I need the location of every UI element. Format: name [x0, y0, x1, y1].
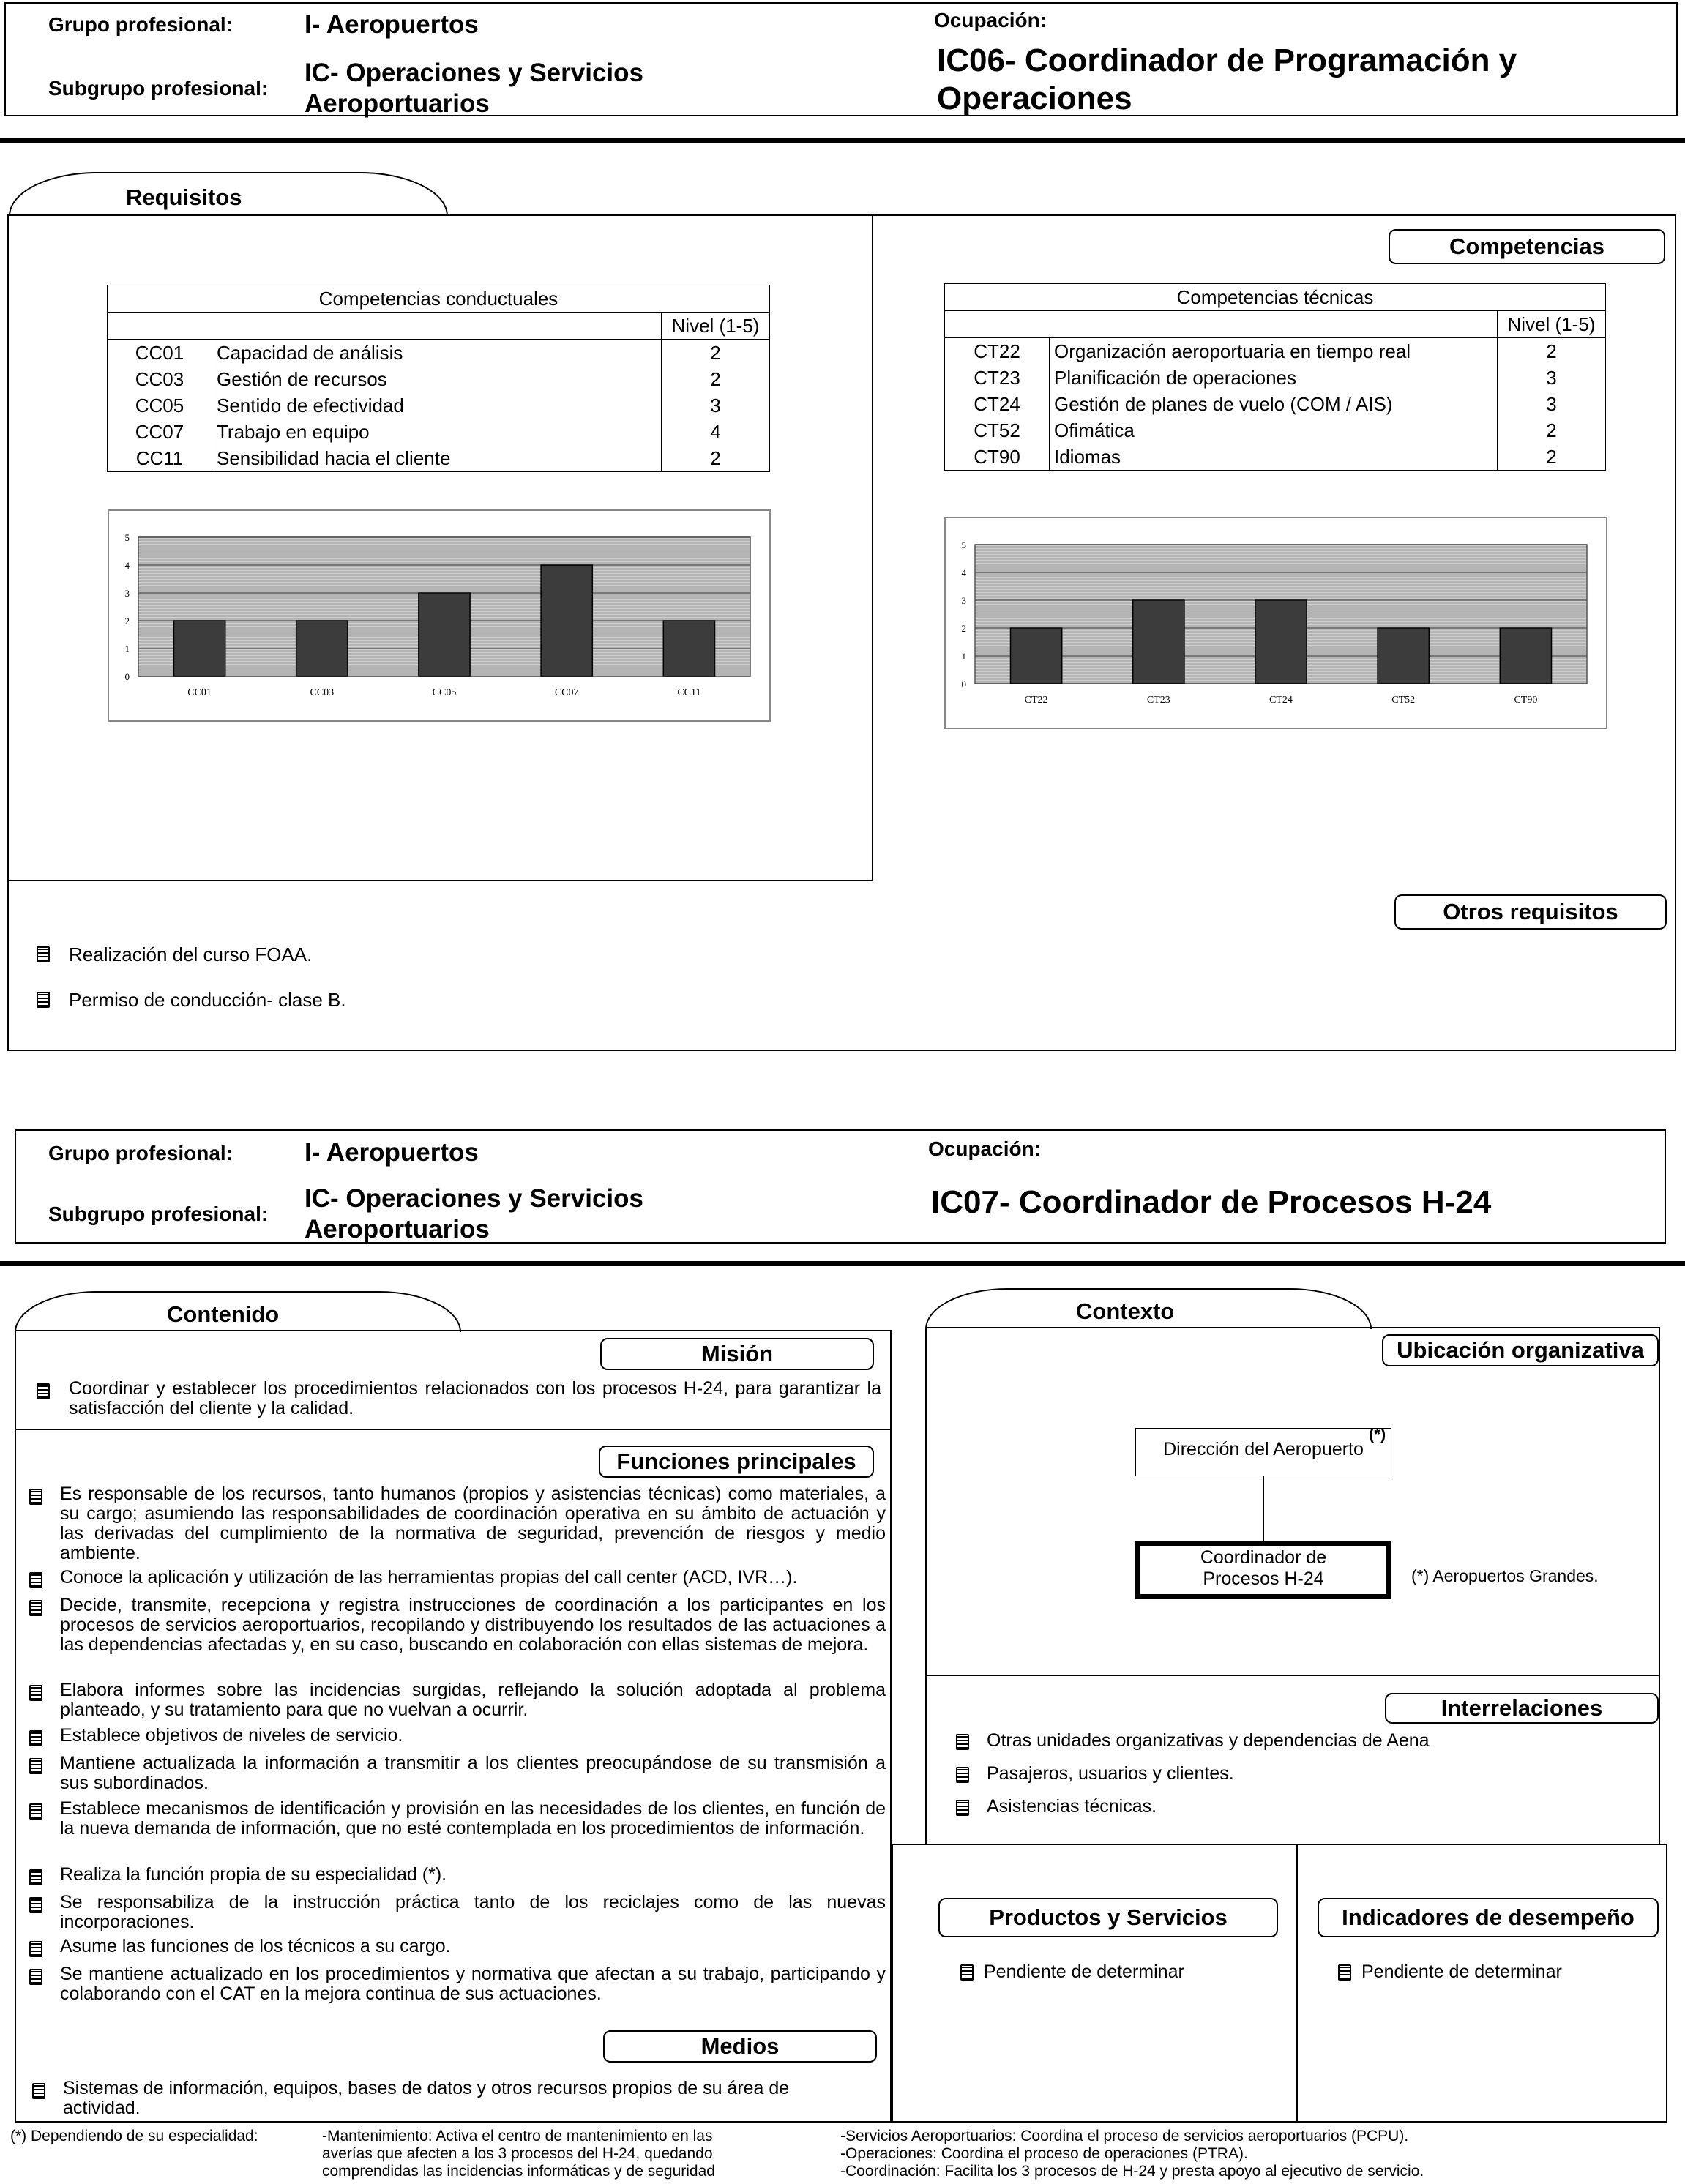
cc-name: Sensibilidad hacia el cliente: [212, 445, 662, 472]
footnote-col2-2: -Operaciones: Coordina el proceso de operaciones (PTRA).: [840, 2145, 1248, 2162]
cc-level: 2: [662, 340, 770, 367]
interrelacion-item: Asistencias técnicas.: [987, 1796, 1157, 1817]
table-row: [108, 340, 770, 367]
ct-name: Organización aeroportuaria en tiempo real: [1050, 338, 1498, 365]
subgrupo-label: Subgrupo profesional:: [48, 1203, 269, 1225]
divider: [0, 138, 1685, 143]
bar: [1378, 628, 1429, 684]
requisitos-title: Requisitos: [126, 184, 242, 210]
org-bottom-text-2: Procesos H-24: [1203, 1568, 1324, 1589]
table-row: [945, 444, 1606, 471]
y-tick-label: 2: [124, 616, 130, 627]
ct-name: Gestión de planes de vuelo (COM / AIS): [1050, 391, 1498, 417]
ct-level: 3: [1498, 364, 1606, 391]
bar: [1133, 600, 1184, 684]
ocupacion-value-2: Operaciones: [937, 81, 1132, 116]
bullet-icon: [29, 1969, 42, 1985]
cc-code: CC07: [108, 419, 212, 445]
y-tick-label: 5: [961, 539, 966, 550]
cc-code: CC01: [108, 340, 212, 367]
funcion-item: Conoce la aplicación y utilización de las herramientas propias del call center (ACD, IVR…).: [60, 1567, 798, 1587]
cc-level: 4: [662, 419, 770, 445]
bullet-icon: [29, 1685, 42, 1701]
y-tick-label: 4: [961, 567, 966, 578]
cc-name: Sentido de efectividad: [212, 392, 662, 419]
funcion-item: Se responsabiliza de la instrucción práctica tanto de los reciclajes como de las nuevas incorporaciones.: [60, 1892, 886, 1932]
footnote-col2-1: -Servicios Aeroportuarios: Coordina el proceso de servicios aeroportuarios (PCPU).: [840, 2128, 1409, 2144]
x-tick-label: CT90: [1514, 695, 1538, 706]
funcion-item: Asume las funciones de los técnicos a su cargo.: [60, 1936, 451, 1956]
y-tick-label: 3: [961, 595, 966, 606]
cc-name: Capacidad de análisis: [212, 340, 662, 367]
table-row: [108, 392, 770, 419]
org-connector: [1263, 1476, 1264, 1542]
cc-level: 2: [662, 445, 770, 472]
org-note: (*) Aeropuertos Grandes.: [1411, 1566, 1599, 1585]
bullet-icon: [29, 1758, 42, 1774]
conductuales-chart: [108, 509, 771, 722]
y-tick-label: 0: [124, 671, 130, 682]
nivel-header: Nivel (1-5): [1498, 311, 1606, 338]
y-tick-label: 5: [124, 532, 130, 543]
table-row: [945, 338, 1606, 365]
contexto-title: Contexto: [1076, 1298, 1175, 1324]
org-top-text: Dirección del Aeropuerto: [1163, 1439, 1364, 1459]
cc-name: Trabajo en equipo: [212, 419, 662, 445]
ct-code: CT90: [945, 444, 1050, 471]
ct-level: 2: [1498, 417, 1606, 444]
footnote-col1-3: comprendidas las incidencias informáticas y de seguridad: [322, 2163, 715, 2180]
interrelaciones-label: Interrelaciones: [1385, 1693, 1659, 1724]
bullet-icon: [29, 1897, 42, 1913]
x-tick-label: CT22: [1024, 695, 1048, 706]
conductuales-table: [107, 285, 770, 472]
subgrupo-value-1: IC- Operaciones y Servicios: [305, 59, 643, 87]
indicadores-panel: [1296, 1844, 1667, 2123]
footnote-col2-3: -Coordinación: Facilita los 3 procesos de H-24 y presta apoyo al ejecutivo de servicio.: [840, 2163, 1424, 2180]
y-tick-label: 3: [124, 588, 130, 599]
grupo-label: Grupo profesional:: [48, 13, 233, 36]
y-tick-label: 1: [124, 643, 130, 654]
indicadores-text: Pendiente de determinar: [1361, 1962, 1562, 1982]
table-row: [108, 366, 770, 392]
funcion-item: Establece objetivos de niveles de servicio.: [60, 1725, 403, 1746]
y-tick-label: 2: [961, 623, 966, 634]
bullet-icon: [37, 946, 50, 962]
bar: [1500, 628, 1551, 684]
footnote-col1-2: averías que afecten a los 3 procesos del H-24, quedando: [322, 2145, 713, 2162]
tecnicas-chart: [944, 517, 1607, 729]
bullet-icon: [29, 1869, 42, 1885]
grupo-value: I- Aeropuertos: [305, 1138, 479, 1167]
x-tick-label: CC05: [432, 687, 457, 698]
ct-level: 2: [1498, 338, 1606, 365]
otros-item: Realización del curso FOAA.: [69, 943, 313, 965]
bar: [296, 621, 348, 676]
subgrupo-value-2: Aeroportuarios: [305, 1215, 490, 1244]
ct-code: CT23: [945, 364, 1050, 391]
x-tick-label: CC01: [187, 687, 212, 698]
bullet-icon: [29, 1489, 42, 1505]
bullet-icon: [29, 1730, 42, 1746]
cc-name: Gestión de recursos: [212, 366, 662, 392]
nivel-header: Nivel (1-5): [662, 313, 770, 340]
bar: [419, 593, 470, 676]
table-row: [108, 419, 770, 445]
ct-code: CT22: [945, 338, 1050, 365]
ocupacion-label: Ocupación:: [934, 9, 1047, 31]
y-tick-label: 0: [961, 678, 966, 689]
funciones-label: Funciones principales: [599, 1446, 874, 1478]
column-divider: [872, 214, 873, 880]
bullet-icon: [29, 1941, 42, 1957]
productos-label: Productos y Servicios: [938, 1898, 1278, 1937]
grupo-value: I- Aeropuertos: [305, 10, 479, 39]
competencias-label: Competencias: [1389, 229, 1665, 264]
contenido-title: Contenido: [167, 1301, 280, 1327]
interrelacion-item: Pasajeros, usuarios y clientes.: [987, 1763, 1234, 1784]
cc-code: CC11: [108, 445, 212, 472]
x-tick-label: CT24: [1269, 695, 1293, 706]
row-divider: [7, 880, 873, 881]
divider: [0, 1261, 1685, 1266]
productos-panel: [892, 1844, 1298, 2123]
footnote-lead: (*) Dependiendo de su especialidad:: [10, 2128, 258, 2144]
ct-code: CT52: [945, 417, 1050, 444]
cc-code: CC05: [108, 392, 212, 419]
funcion-item: Establece mecanismos de identificación y provisión en las necesidades de los clientes, en función de la nueva demanda de información, que no esté contemplada en los procedimientos de información.: [60, 1798, 886, 1839]
ocupacion-value: IC07- Coordinador de Procesos H-24: [931, 1184, 1492, 1220]
funcion-item: Elabora informes sobre las incidencias surgidas, reflejando la solución adoptada al problema planteado, y su tratamiento para que no vuelvan a ocurrir.: [60, 1680, 886, 1720]
medios-text: Sistemas de información, equipos, bases de datos y otros recursos propios de su área de actividad.: [63, 2078, 790, 2118]
otros-item: Permiso de conducción- clase B.: [69, 989, 346, 1011]
subgrupo-value-2: Aeroportuarios: [305, 89, 490, 118]
tecnicas-table: [944, 283, 1606, 471]
x-tick-label: CC07: [554, 687, 579, 698]
ct-level: 2: [1498, 444, 1606, 471]
footnote-col1-1: -Mantenimiento: Activa el centro de mantenimiento en las: [322, 2128, 713, 2144]
tecnicas-title: Competencias técnicas: [945, 284, 1606, 311]
subgrupo-label: Subgrupo profesional:: [48, 77, 269, 100]
bullet-icon: [29, 1572, 42, 1588]
funcion-item: Es responsable de los recursos, tanto humanos (propios y asistencias técnicas) como materiales, a su cargo; asumiendo las responsabilidades de coordinación operativa en su ámbito de actuación y las derivadas del cumplimiento de la normativa de seguridad, prevención de riesgos y medio ambiente.: [60, 1484, 886, 1563]
otros-requisitos-label: Otros requisitos: [1394, 894, 1667, 930]
ubicacion-label: Ubicación organizativa: [1382, 1334, 1659, 1366]
org-top-mark: (*): [1369, 1425, 1386, 1443]
subgrupo-value-1: IC- Operaciones y Servicios: [305, 1184, 643, 1213]
x-tick-label: CT52: [1391, 695, 1416, 706]
funcion-item: Se mantiene actualizado en los procedimientos y normativa que afectan a su trabajo, participando y colaborando con el CAT en la mejora continua de sus actuaciones.: [60, 1964, 886, 2004]
productos-text: Pendiente de determinar: [984, 1962, 1184, 1982]
bullet-icon: [956, 1767, 969, 1783]
ct-level: 3: [1498, 391, 1606, 417]
funcion-item: Realiza la función propia de su especialidad (*).: [60, 1864, 447, 1885]
bullet-icon: [960, 1964, 974, 1981]
bar: [663, 621, 714, 676]
bar: [173, 621, 225, 676]
contexto-divider: [925, 1675, 1660, 1676]
x-tick-label: CC11: [677, 687, 701, 698]
medios-label: Medios: [603, 2030, 877, 2063]
ct-name: Planificación de operaciones: [1050, 364, 1498, 391]
ct-name: Ofimática: [1050, 417, 1498, 444]
org-bottom-text-1: Coordinador de: [1200, 1547, 1327, 1568]
cc-level: 3: [662, 392, 770, 419]
conductuales-title: Competencias conductuales: [108, 285, 770, 313]
bullet-icon: [37, 992, 50, 1008]
bullet-icon: [32, 2083, 45, 2099]
interrelacion-item: Otras unidades organizativas y dependencias de Aena: [987, 1730, 1430, 1751]
bar: [1010, 628, 1061, 684]
ct-name: Idiomas: [1050, 444, 1498, 471]
table-row: [108, 445, 770, 472]
grupo-label: Grupo profesional:: [48, 1142, 233, 1164]
cc-level: 2: [662, 366, 770, 392]
x-tick-label: CC03: [310, 687, 335, 698]
table-row: [945, 364, 1606, 391]
ct-code: CT24: [945, 391, 1050, 417]
bullet-icon: [956, 1800, 969, 1816]
bullet-icon: [1338, 1964, 1351, 1981]
table-row: [945, 391, 1606, 417]
x-tick-label: CT23: [1146, 695, 1170, 706]
ocupacion-label: Ocupación:: [928, 1137, 1042, 1160]
y-tick-label: 4: [124, 560, 130, 571]
bar: [541, 565, 592, 676]
indicadores-label: Indicadores de desempeño: [1318, 1898, 1659, 1937]
table-row: [945, 417, 1606, 444]
bullet-icon: [29, 1600, 42, 1616]
bar: [1255, 600, 1307, 684]
bullet-icon: [37, 1383, 50, 1399]
funcion-item: Mantiene actualizada la información a transmitir a los clientes preocupándose de su transmisión a sus subordinados.: [60, 1753, 886, 1793]
y-tick-label: 1: [961, 651, 966, 662]
bullet-icon: [956, 1734, 969, 1750]
cc-code: CC03: [108, 366, 212, 392]
ocupacion-value-1: IC06- Coordinador de Programación y: [937, 42, 1517, 78]
mision-label: Misión: [600, 1338, 874, 1370]
bullet-icon: [29, 1803, 42, 1820]
mision-text: Coordinar y establecer los procedimientos relacionados con los procesos H-24, para garantizar la satisfacción del cliente y la calidad.: [69, 1378, 881, 1418]
funcion-item: Decide, transmite, recepciona y registra instrucciones de coordinación a los participantes en los procesos de servicios aeroportuarios, recopilando y distribuyendo los resultados de las actuaciones a las dependencias afectadas y, en su caso, buscando en colaboración con ellas sistemas de mejora.: [60, 1595, 886, 1655]
